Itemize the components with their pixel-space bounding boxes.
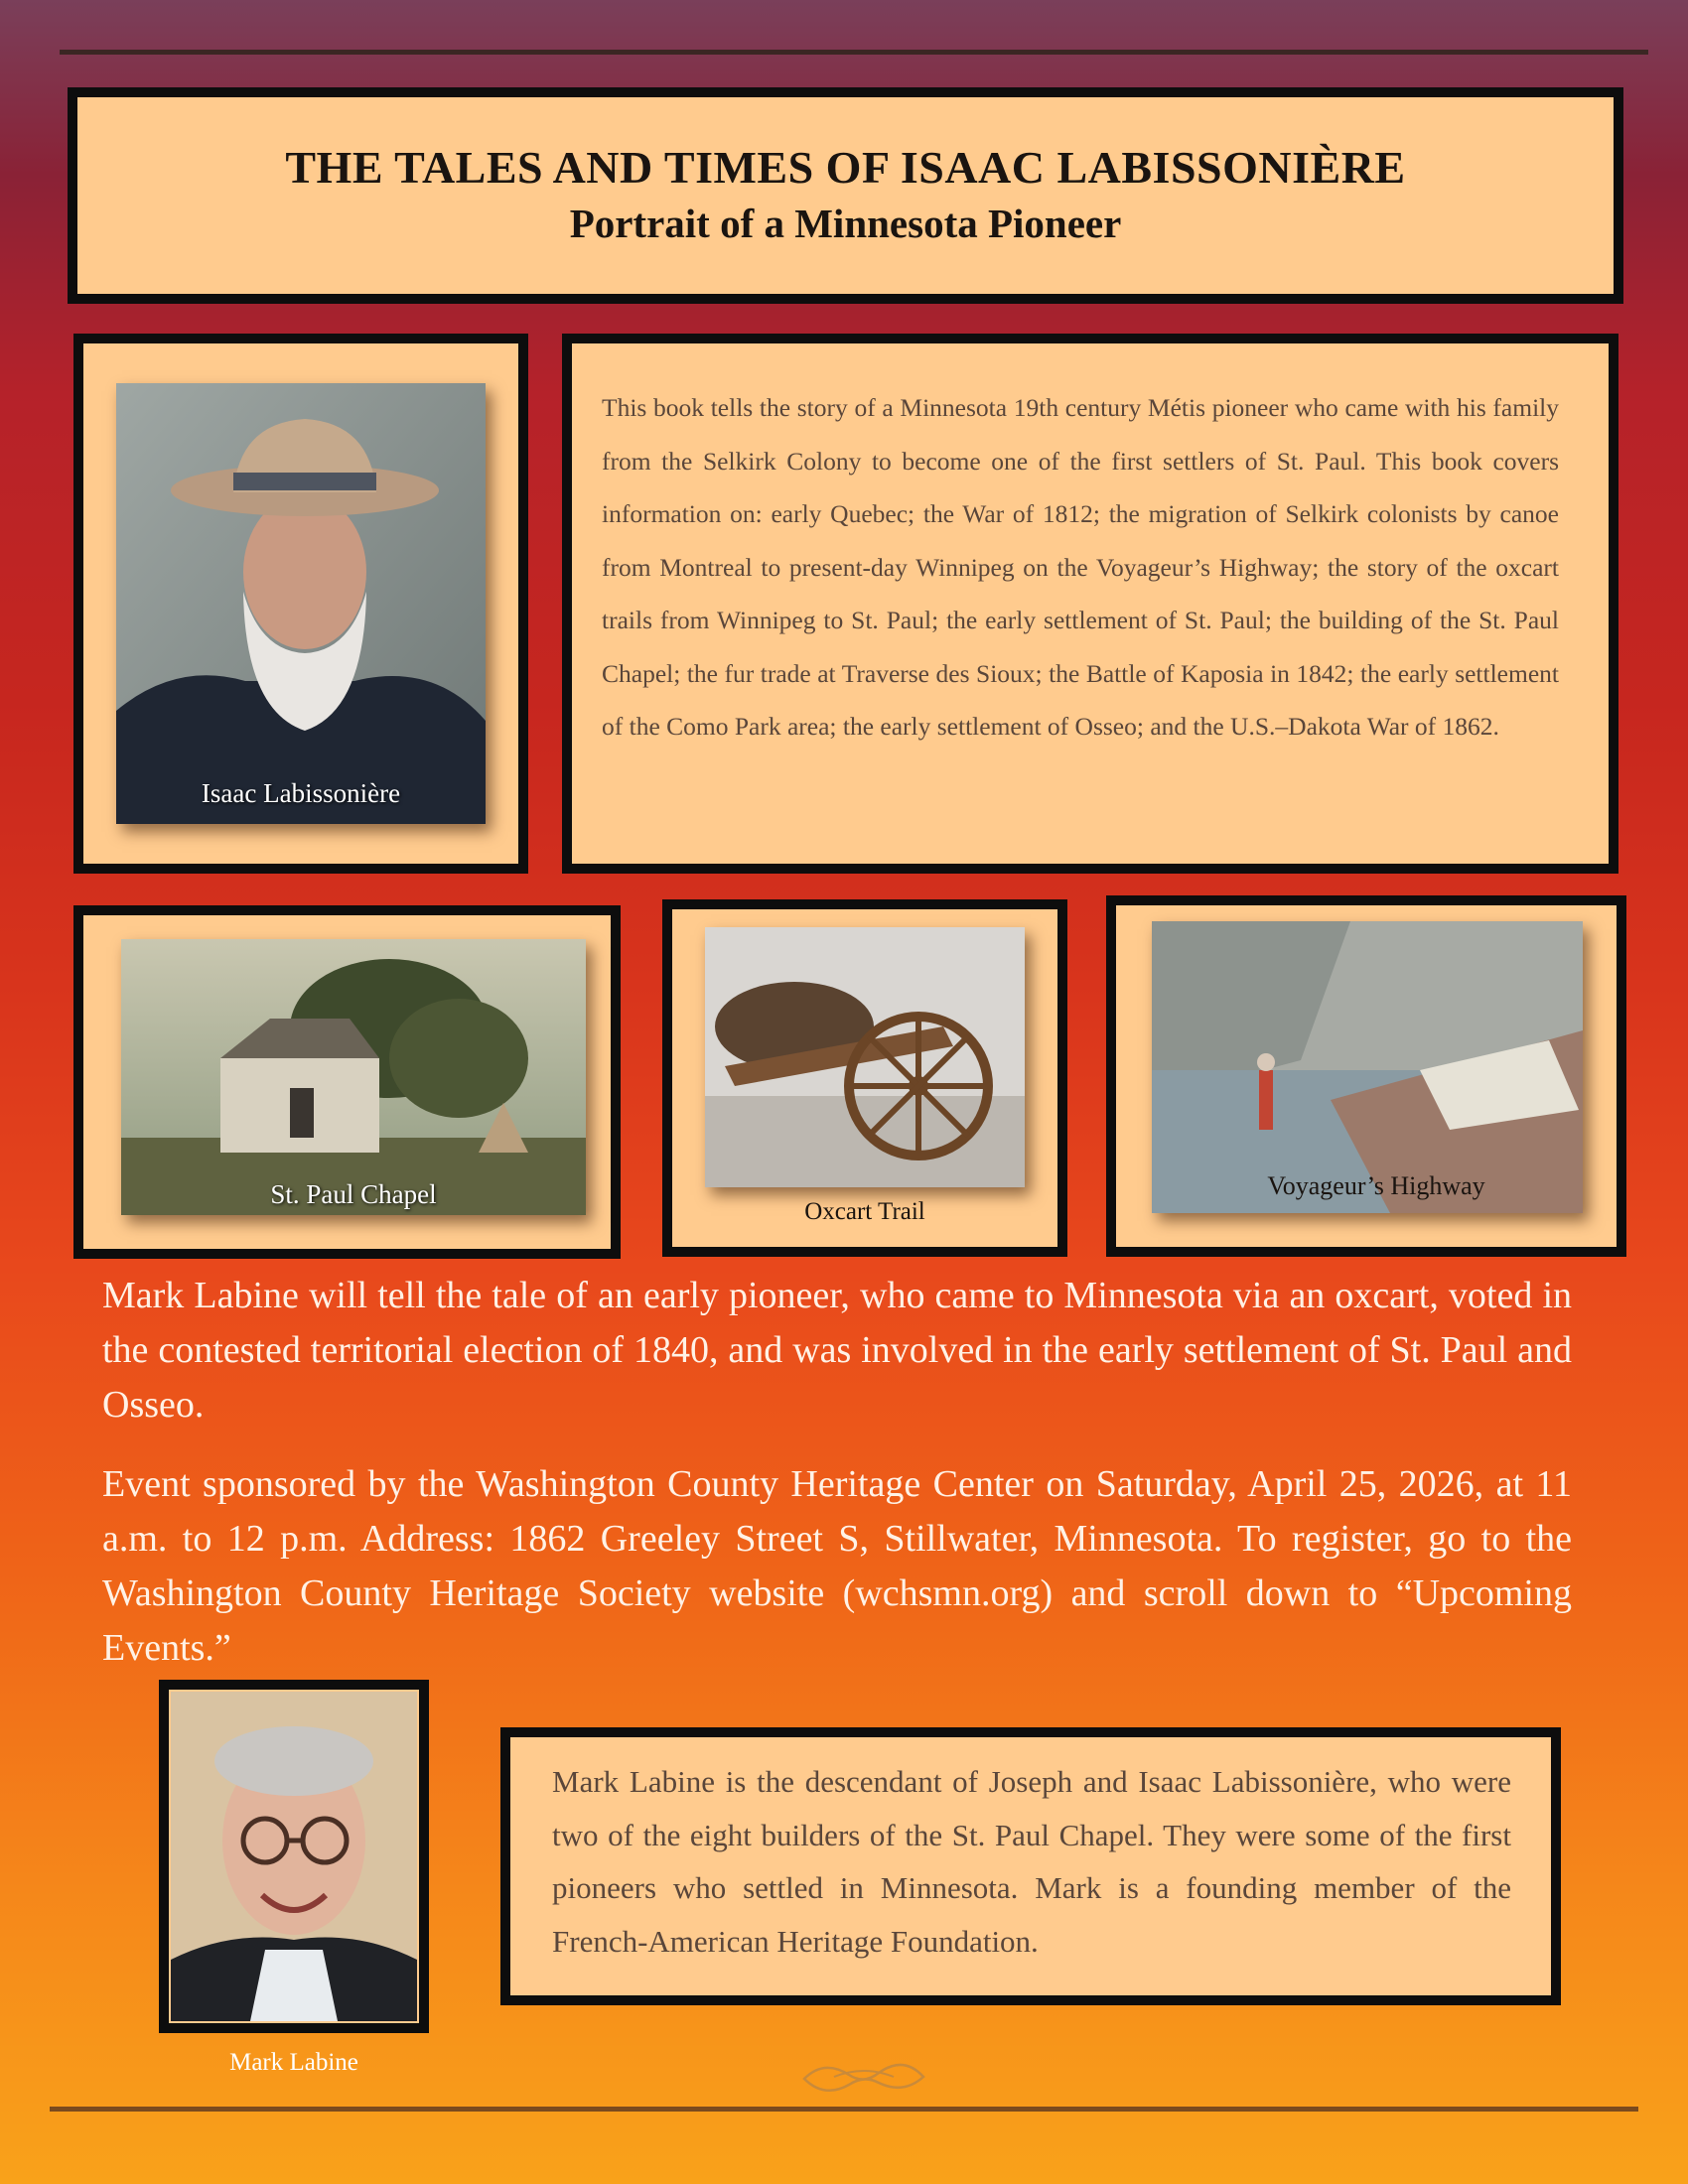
voyageur-painting (1152, 921, 1583, 1213)
oxcart-photo (705, 927, 1025, 1187)
oxcart-caption: Oxcart Trail (804, 1198, 925, 1225)
page-title: THE TALES AND TIMES OF ISAAC LABISSONIÈRE (285, 142, 1406, 193)
title-banner (68, 87, 1623, 304)
bio-text: Mark Labine is the descendant of Joseph and Isaac Labissonière, who were two of the eight builders of the St. Paul Chapel. They were some of the first pioneers who settled in Minnesota. Mark is a founding member of the French-American Heritage Foundation. (552, 1764, 1511, 1959)
event-intro-paragraph: Mark Labine will tell the tale of an early pioneer, who came to Minnesota via an oxcart, voted in the contested territorial election of 1840, and was involved in the early settlement of St. Paul and Osseo. (102, 1275, 1572, 1426)
bottom-rule (50, 2107, 1638, 2112)
top-rule (60, 50, 1648, 55)
book-description-text: This book tells the story of a Minnesota 19th century Métis pioneer who came with his family from the Selkirk Colony to become one of the first settlers of St. Paul. This book covers information on: early Quebec; the War of 1812; the migration of Selkirk colonists by canoe from Montreal to present-day Winnipeg on the Voyageur’s Highway; the story of the oxcart trails from Winnipeg to St. Paul; the early settlement of St. Paul; the building of the St. Paul Chapel; the fur trade at Traverse des Sioux; the Battle of Kaposia in 1842; the early settlement of the Como Park area; the early settlement of Osseo; and the U.S.–Dakota War of 1862. (602, 393, 1559, 741)
chapel-painting (121, 939, 586, 1215)
flourish-ornament (794, 2055, 933, 2099)
mark-caption: Mark Labine (229, 2049, 358, 2076)
isaac-caption: Isaac Labissonière (201, 778, 401, 808)
event-details-paragraph: Event sponsored by the Washington County Heritage Center on Saturday, April 25, 2026, at 11 a.m. to 12 p.m. Address: 1862 Greeley Street S, Stillwater, Minnesota. To register, go to the Washington County Heritage Society website (wchsmn.org) and scroll down to “Upcoming Events.” (102, 1463, 1572, 1669)
isaac-portrait-image (116, 383, 486, 824)
page-subtitle: Portrait of a Minnesota Pioneer (569, 201, 1122, 246)
mark-photo (171, 1692, 417, 2021)
chapel-caption: St. Paul Chapel (270, 1179, 437, 1209)
voyageur-caption: Voyageur’s Highway (1267, 1171, 1485, 1200)
